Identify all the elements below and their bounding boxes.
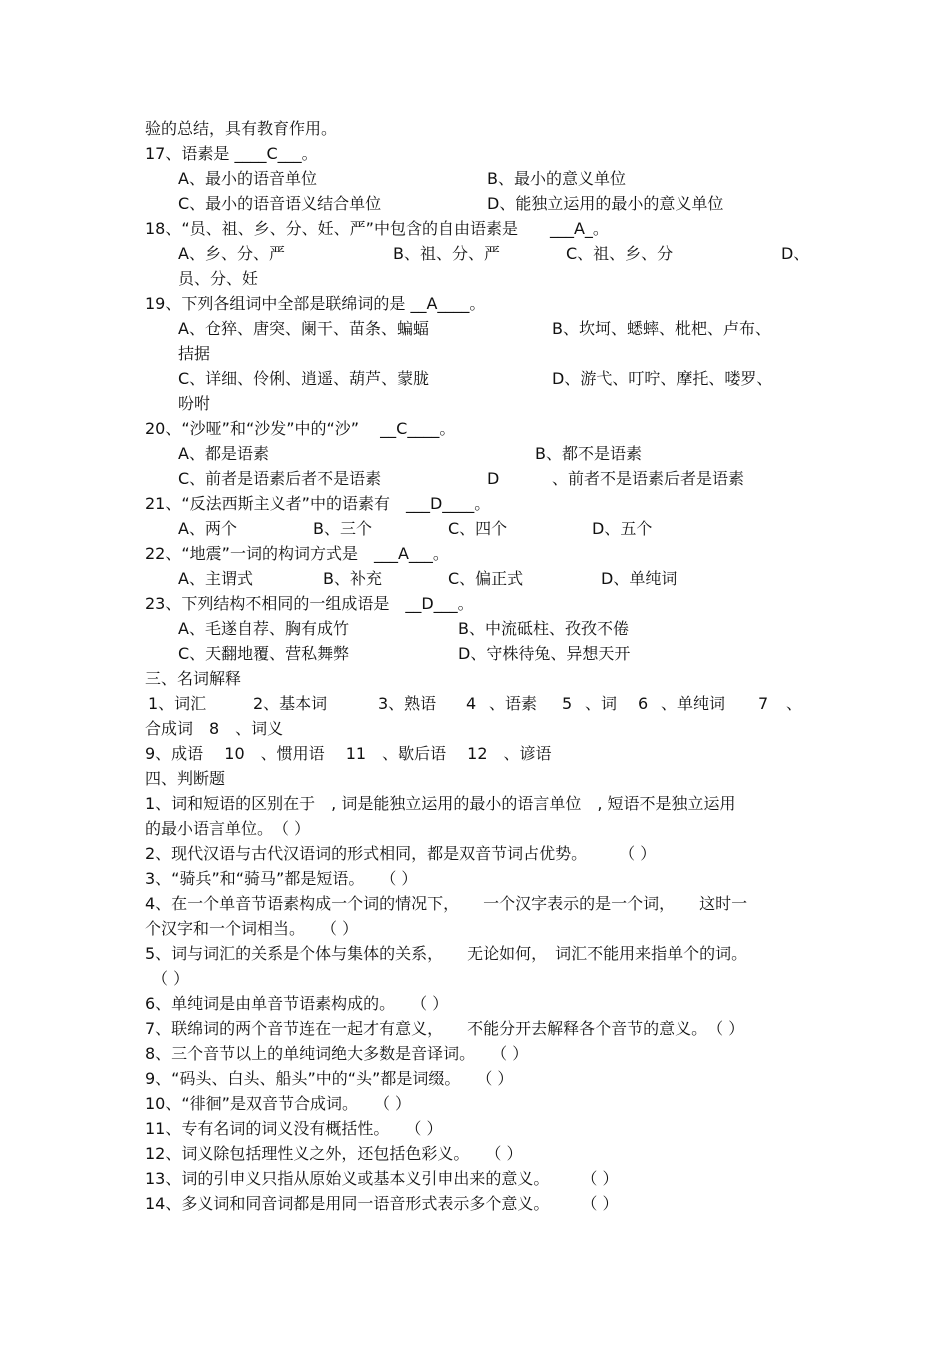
q21-stem: 21、“反法西斯主义者”中的语素有 ___D____。 <box>145 494 491 513</box>
q18-option-d-cont: 员、分、妊 <box>178 269 259 288</box>
term-6-number: 6 <box>638 694 649 713</box>
q20-option-b: B、都不是语素 <box>535 444 642 463</box>
q23-stem: 23、下列结构不相同的一组成语是 __D___。 <box>145 594 474 613</box>
intro-text: 验的总结，具有教育作用。 <box>145 119 338 138</box>
q17-option-d: D、能独立运用的最小的意义单位 <box>487 194 724 213</box>
term-5-number: 5 <box>562 694 573 713</box>
judge-item: 的最小语言单位。 （ ） <box>145 819 311 838</box>
judge-item: 12、词义除包括理性义之外，还包括色彩义。 （ ） <box>145 1144 523 1163</box>
q23-option-b: B、中流砥柱、孜孜不倦 <box>458 619 629 638</box>
q17-option-a: A、最小的语音单位 <box>178 169 317 188</box>
q17-option-b: B、最小的意义单位 <box>487 169 626 188</box>
term-5: 、词 <box>585 694 618 713</box>
q20-option-d-letter: D <box>487 469 500 488</box>
q20-option-d: 、前者不是语素后者是语素 <box>552 469 745 488</box>
q19-option-a: A、仓猝、唐突、阑干、苗条、蝙蝠 <box>178 319 429 338</box>
q19-option-b-cont: 拮据 <box>178 344 211 363</box>
judge-item: 5、词与词汇的关系是个体与集体的关系， 无论如何， 词汇不能用来指单个的词。 <box>145 944 748 963</box>
term-4: 、语素 <box>489 694 538 713</box>
q21-option-a: A、两个 <box>178 519 237 538</box>
q18-option-b: B、祖、分、严 <box>393 244 500 263</box>
q23-option-a: A、毛遂自荐、胸有成竹 <box>178 619 349 638</box>
q21-option-d: D、五个 <box>592 519 653 538</box>
q18-option-c: C、祖、乡、分 <box>566 244 674 263</box>
term-1: 1、词汇 <box>148 694 207 713</box>
judge-item: 4、在一个单音节语素构成一个词的情况下， 一个汉字表示的是一个词， 这时一 <box>145 894 748 913</box>
q20-option-a: A、都是语素 <box>178 444 269 463</box>
term-4-number: 4 <box>466 694 477 713</box>
q21-option-b: B、三个 <box>313 519 372 538</box>
section3-title: 三、名词解释 <box>145 669 242 688</box>
term-7-sep: 、 <box>786 694 803 713</box>
judge-item: 7、联绵词的两个音节连在一起才有意义， 不能分开去解释各个音节的意义。 （ ） <box>145 1019 745 1038</box>
q19-option-d-cont: 吩咐 <box>178 394 211 413</box>
q22-option-b: B、补充 <box>323 569 382 588</box>
q17-stem: 17、语素是 ____C___。 <box>145 144 318 163</box>
judge-item: 10、“徘徊”是双音节合成词。 （ ） <box>145 1094 412 1113</box>
q20-option-c: C、前者是语素后者不是语素 <box>178 469 382 488</box>
q18-stem: 18、“员、祖、乡、分、妊、严”中包含的自由语素是 ___A_。 <box>145 219 609 238</box>
q19-option-c: C、详细、伶俐、逍遥、葫芦、蒙胧 <box>178 369 430 388</box>
q22-option-d: D、单纯词 <box>601 569 678 588</box>
judge-item: 1、词和短语的区别在于 , 词是能独立运用的最小的语言单位 , 短语不是独立运用 <box>145 794 736 813</box>
term-6: 、单纯词 <box>661 694 726 713</box>
terms-line-2: 合成词 8 、词义 <box>145 719 284 738</box>
term-2: 2、基本词 <box>253 694 328 713</box>
q22-option-a: A、主谓式 <box>178 569 253 588</box>
q19-stem: 19、下列各组词中全部是联绵词的是 __A____。 <box>145 294 486 313</box>
judge-item: 6、单纯词是由单音节语素构成的。 （ ） <box>145 994 449 1013</box>
judge-item: 14、多义词和同音词都是用同一语音形式表示多个意义。 （ ） <box>145 1194 619 1213</box>
q18-option-a: A、乡、分、严 <box>178 244 285 263</box>
q19-option-d: D、游弋、叮咛、摩托、喽罗、 <box>552 369 773 388</box>
q20-stem: 20、“沙哑”和“沙发”中的“沙” __C____。 <box>145 419 456 438</box>
q21-option-c: C、四个 <box>448 519 508 538</box>
q19-option-b: B、坎坷、蟋蟀、枇杷、卢布、 <box>552 319 771 338</box>
terms-line-3: 9、成语 10 、惯用语 11 、歇后语 12 、谚语 <box>145 744 552 763</box>
q18-option-d: D、 <box>781 244 810 263</box>
term-7-number: 7 <box>758 694 769 713</box>
judge-item: 8、三个音节以上的单纯词绝大多数是音译词。 （ ） <box>145 1044 529 1063</box>
judge-item: 3、“骑兵”和“骑马”都是短语。 （ ） <box>145 869 418 888</box>
judge-item: （ ） <box>152 969 190 988</box>
judge-item: 11、专有名词的词义没有概括性。 （ ） <box>145 1119 443 1138</box>
judge-item: 13、词的引申义只指从原始义或基本义引申出来的意义。 （ ） <box>145 1169 619 1188</box>
q22-stem: 22、“地震”一词的构词方式是 ___A___。 <box>145 544 449 563</box>
q22-option-c: C、偏正式 <box>448 569 524 588</box>
judge-item: 2、现代汉语与古代汉语词的形式相同，都是双音节词占优势。 （ ） <box>145 844 657 863</box>
term-3: 3、熟语 <box>378 694 437 713</box>
q17-option-c: C、最小的语音语义结合单位 <box>178 194 382 213</box>
q23-option-d: D、守株待兔、异想天开 <box>458 644 631 663</box>
judge-item: 个汉字和一个词相当。 （ ） <box>145 919 359 938</box>
section4-title: 四、判断题 <box>145 769 226 788</box>
q23-option-c: C、天翻地覆、营私舞弊 <box>178 644 350 663</box>
judge-item: 9、“码头、白头、船头”中的“头”都是词缀。 （ ） <box>145 1069 514 1088</box>
